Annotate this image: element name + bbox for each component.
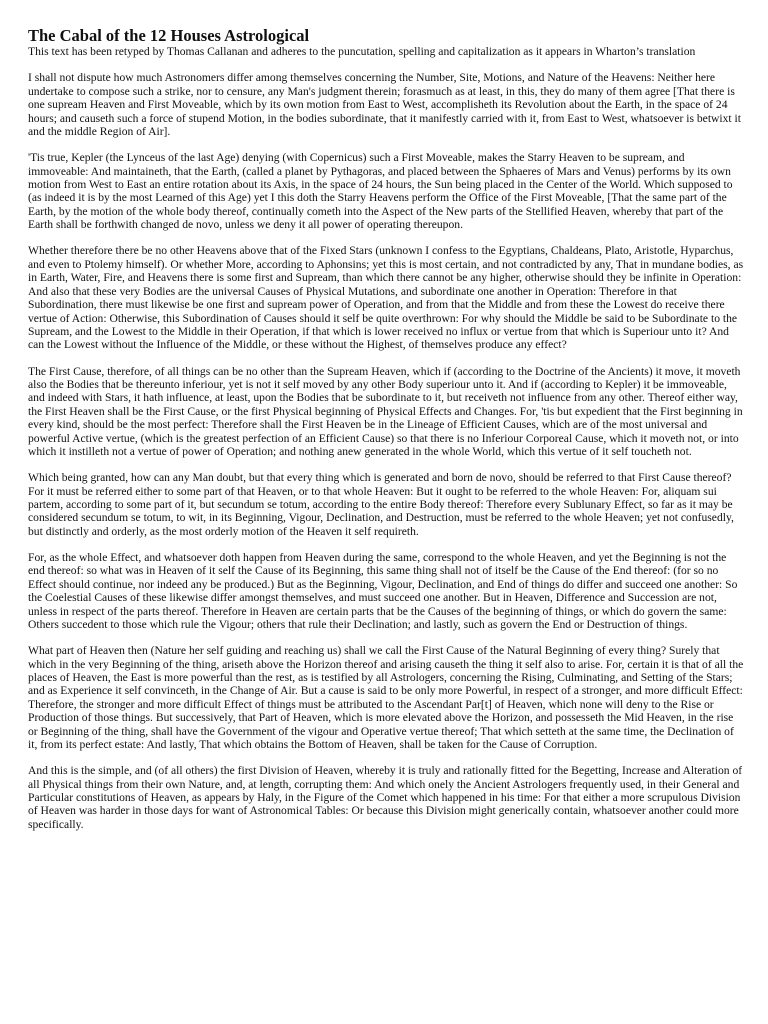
paragraph-3: Whether therefore there be no other Heavens above that of the Fixed Stars (unknown I confess to the Egyptians, Chaldeans, Plato, Aristotle, Hyparchus, and even to Ptolemy himself). Or whether More, according to Aphonsins; yet this is most certain, and not contradicted by any, That in mundane bodies, as in Earth, Water, Fire, and Heavens there is some first and Supream, than which there cannot be any higher, otherwise should they be infinite in Operation: And also that these very Bodies are the universal Causes of Physical Mutations, and subordinate one another in Operation: Therefore in that Subordination, there must likewise be one first and supream power of Operation, and from that the Middle and from these the Lowest do receive there vertue of Action: Otherwise, this Subordination of Causes should it self be quite overthrown: For why should the Middle be said to be Subordinate to the Supream, and the Lowest to the Middle in their Operation, if that which is lower received no influx or vertue from that which is Superiour unto it? And can the Lowest without the Influence of the Middle, or these without the Highest, of themselves produce any effect?: [28, 244, 744, 352]
paragraph-7: What part of Heaven then (Nature her self guiding and reaching us) shall we call the First Cause of the Natural Beginning of every thing? Surely that which in the very Beginning of the thing, ariseth above the Horizon thereof and arising causeth the thing it self also to arise. For, certain it is that of all the places of Heaven, the East is more powerful than the rest, as is testified by all Astrologers, concerning the Rising, Culminating, and Setting of the Stars; and as Experience it self convinceth, in the Change of Air. But a cause is said to be only more Powerful, in respect of a stronger, and more difficult Effect: Therefore, the stronger and more difficult Effect of things must be attributed to the Ascendant Par[t] of Heaven, which none will deny to the Rise or Production of those things. But successively, that Part of Heaven, which is more elevated above the Horizon, and possesseth the Mid Heaven, in the rise or Beginning of the thing, shall have the Government of the vigour and Operative vertue thereof; That which setteth at the same time, the Declination of it, from its perfect estate: And lastly, That which obtains the Bottom of Heaven, shall be taken for the Cause of Corruption.: [28, 644, 744, 752]
paragraph-4: The First Cause, therefore, of all things can be no other than the Supream Heaven, which if (according to the Doctrine of the Ancients) it move, it moveth also the Bodies that be thereunto inferiour, yet is not it self moved by any other Body superiour unto it. And if (according to Kepler) it be immoveable, and indeed with Stars, it hath influence, at least, upon the Bodies that be subordinate to it, but receiveth not influence from any other. Thereof either way, the First Heaven shall be the First Cause, or the first Physical beginning of Physical Effects and Changes. For, 'tis but expedient that the First beginning in every kind, should be the most perfect: Therefore shall the First Heaven be in the Lineage of Efficient Causes, which are of the most universal and powerful Active vertue, (which is the greatest perfection of an Efficient Cause) so that there is no Inferiour Corporeal Cause, which it moveth not, or into which it instilleth not a vertue of power of Operation; and nothing anew generated in the whole World, which this vertue of it self toucheth not.: [28, 364, 743, 458]
transcription-note: This text has been retyped by Thomas Callanan and adheres to the puncutation, spelling and capitalization as it appears in Wharton’s translation: [28, 45, 696, 58]
paragraph-8: And this is the simple, and (of all others) the first Division of Heaven, whereby it is truly and rationally fitted for the Begetting, Increase and Alteration of all Physical things from their own Nature, and, at length, corrupting them: And which onely the Ancient Astrologers frequently used, in their General and Particular constitutions of Heaven, as appears by Haly, in the Figure of the Comet which happened in his time: For that either a more scrupulous Division of Heaven was harder in those days for want of Astronomical Tables: Or because this Division might generically contain, whatsoever another could more specifically.: [28, 764, 743, 831]
paragraph-2: 'Tis true, Kepler (the Lynceus of the last Age) denying (with Copernicus) such a First Moveable, makes the Starry Heaven to be supream, and immoveable: And maintaineth, that the Earth, (called a planet by Pythagoras, and placed between the Sphaeres of Mars and Venus) performs by its own motion from West to East an entire rotation about its Axis, in the space of 24 hours, the Sun being placed in the Center of the World. Which supposed to (as indeed it is by the most Learned of this Age) yet I this doth the Starry Heavens perform the Office of the First Moveable, [That the same part of the Earth, by the motion of the whole body thereof, continually cometh into the Aspect of the New parts of the Stellified Heaven, whereby that part of the Earth shall be forthwith changed de novo, unless we deny it all power of operating thereupon.: [28, 151, 733, 232]
paragraph-5: Which being granted, how can any Man doubt, but that every thing which is generated and born de novo, should be referred to that First Cause thereof? For it must be referred either to some part of that Heaven, or to that whole Heaven: But it ought to be referred to the whole Heaven: For, aliquam sui partem, according to some part of it, but secundum se totum, according to the entire Body thereof: Therefore every Sublunary Effect, so far as it may be considered secundum se totum, to wit, in its Beginning, Vigour, Declination, and Destruction, must be referred to the whole Heaven; yet not confusedly, but distinctly and orderly, as the most orderly motion of the Heaven it self requireth.: [28, 471, 734, 538]
paragraph-1: I shall not dispute how much Astronomers differ among themselves concerning the Number, Site, Motions, and Nature of the Heavens: Neither here undertake to compose such a strike, nor to censure, any Man's judgment therein; forasmuch as at least, in this, they do many of them agree [That there is one supream Heaven and First Moveable, which by its own motion from East to West, accomplisheth its Revolution about the Earth, in the space of 24 hours; and causeth such a force of stupend Motion, in the bodies subordinate, that it manifestly carried with it, from East to West, whatsoever is betwixt it and the middle Region of Air].: [28, 71, 741, 139]
paragraph-6: For, as the whole Effect, and whatsoever doth happen from Heaven during the same, correspond to the whole Heaven, and yet the Beginning is not the end thereof: so what was in Heaven of it self the Cause of its Beginning, this same thing shall not of itself be the Cause of the End thereof: (for so no Effect should continue, nor indeed any be produced.) But as the Beginning, Vigour, Declination, and End of things do differ and succeed one another: So the Coelestial Causes of these likewise differ amongst themselves, and must succeed one another. But in Heaven, Difference and Succession are not, unless in respect of the parts thereof. Therefore in Heaven are certain parts that be the Causes of the beginning of things, or which do govern the same: Others succedent to those which rule the Vigour; others that rule their Declination; and lastly, such as govern the End or Destruction of things.: [28, 550, 738, 632]
document-title: The Cabal of the 12 Houses Astrological: [28, 26, 310, 45]
document-page: [28, 26, 744, 844]
